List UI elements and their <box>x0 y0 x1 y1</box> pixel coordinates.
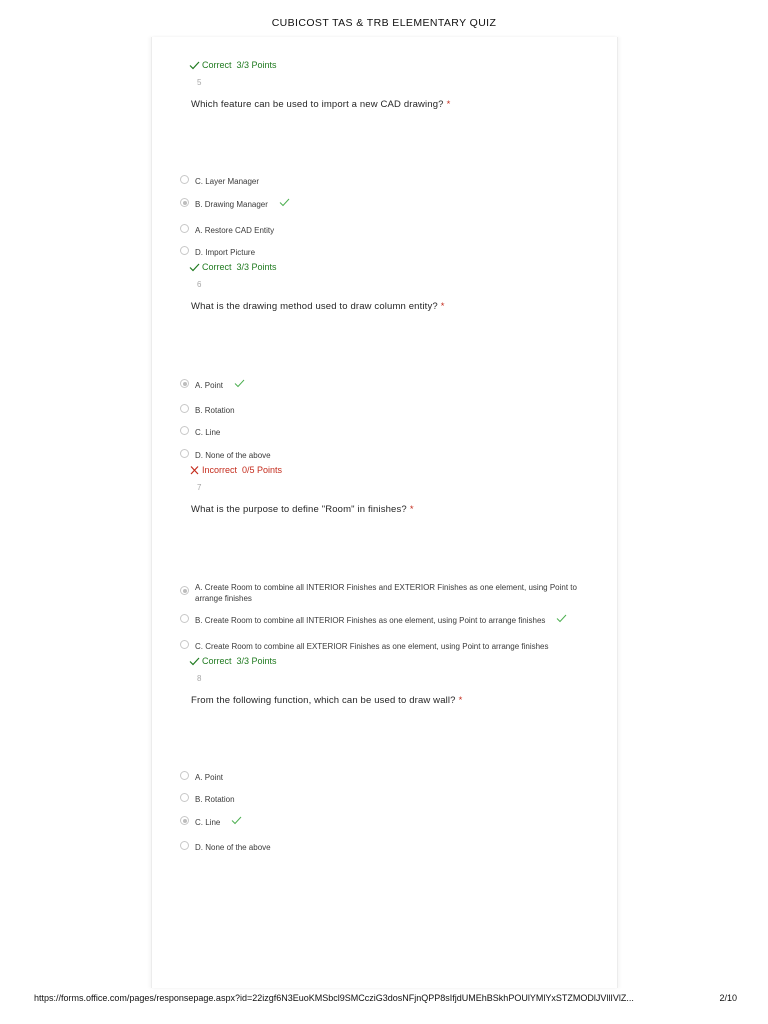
check-icon <box>189 61 200 70</box>
question-text: Which feature can be used to import a new CAD drawing? * <box>191 99 451 110</box>
question-status <box>189 262 277 272</box>
radio-button-selected[interactable] <box>180 586 189 595</box>
question-number: 5 <box>197 78 202 87</box>
question-text: What is the drawing method used to draw column entity? * <box>191 301 445 312</box>
radio-button-selected[interactable] <box>180 198 189 207</box>
check-icon <box>234 379 245 388</box>
option-label: D. Import Picture <box>195 248 256 257</box>
quiz-card <box>151 37 618 988</box>
radio-button-selected[interactable] <box>180 816 189 825</box>
points-label: 3/3 Points <box>236 262 277 272</box>
option-label: C. Line <box>195 818 221 827</box>
footer-url: https://forms.office.com/pages/responsepage.aspx?id=22izgf6N3EuoKMSbcl9SMCcziG3dosNFjnQPP8sIfjdUMEhBSkhPOUlYMlYxSTZMODlJVllIVlZ... <box>34 993 634 1003</box>
radio-button[interactable] <box>180 246 189 255</box>
radio-button[interactable] <box>180 404 189 413</box>
option-label: B. Drawing Manager <box>195 200 268 209</box>
question-number: 8 <box>197 674 202 683</box>
option[interactable] <box>180 199 290 210</box>
radio-button[interactable] <box>180 175 189 184</box>
question-status <box>189 656 277 666</box>
points-label: 3/3 Points <box>236 60 277 70</box>
status-label: Incorrect <box>202 465 238 475</box>
option[interactable] <box>180 405 235 416</box>
option[interactable] <box>180 380 245 391</box>
required-asterisk: * <box>458 695 463 706</box>
required-asterisk: * <box>409 504 414 515</box>
page-header: CUBICOST TAS & TRB ELEMENTARY QUIZ <box>271 17 497 29</box>
option-label: C. Layer Manager <box>195 177 260 186</box>
required-asterisk: * <box>446 99 451 110</box>
radio-button[interactable] <box>180 841 189 850</box>
option-label: B. Rotation <box>195 795 235 804</box>
option[interactable] <box>180 842 271 853</box>
option-label: C. Create Room to combine all EXTERIOR Finishes as one element, using Point to arrange finishes <box>195 642 549 651</box>
option-label: D. None of the above <box>195 843 271 852</box>
option[interactable] <box>180 427 220 438</box>
points-label: 0/5 Points <box>242 465 283 475</box>
option[interactable] <box>180 772 223 783</box>
check-icon <box>189 657 200 666</box>
option-label: A. Point <box>195 381 224 390</box>
page-number: 2/10 <box>719 993 737 1003</box>
option-label: B. Create Room to combine all INTERIOR Finishes as one element, using Point to arrange finishes <box>195 616 546 625</box>
option[interactable] <box>180 817 242 828</box>
option[interactable] <box>180 247 255 258</box>
question-text: From the following function, which can be used to draw wall? * <box>191 695 463 706</box>
check-icon <box>231 816 242 825</box>
question-text: What is the purpose to define "Room" in finishes? * <box>191 504 414 515</box>
option[interactable] <box>180 641 549 652</box>
option-label: A. Restore CAD Entity <box>195 226 275 235</box>
option[interactable] <box>180 615 567 626</box>
radio-button[interactable] <box>180 449 189 458</box>
option-label: A. Create Room to combine all INTERIOR Finishes and EXTERIOR Finishes as one element, using Point to arrange finishes <box>195 583 577 603</box>
radio-button[interactable] <box>180 426 189 435</box>
status-label: Correct <box>202 262 232 272</box>
check-icon <box>189 263 200 272</box>
option-label: B. Rotation <box>195 406 235 415</box>
check-icon <box>556 614 567 623</box>
option[interactable] <box>180 225 274 236</box>
question-status <box>189 60 277 70</box>
radio-button[interactable] <box>180 224 189 233</box>
radio-button[interactable] <box>180 640 189 649</box>
question-number: 7 <box>197 483 202 492</box>
option[interactable] <box>180 450 271 461</box>
question-status <box>189 465 282 475</box>
check-icon <box>279 198 290 207</box>
option[interactable] <box>180 794 235 805</box>
radio-button[interactable] <box>180 793 189 802</box>
option-label: D. None of the above <box>195 451 271 460</box>
option[interactable] <box>180 176 259 187</box>
radio-button[interactable] <box>180 771 189 780</box>
status-label: Correct <box>202 60 232 70</box>
required-asterisk: * <box>440 301 445 312</box>
cross-icon <box>189 466 200 475</box>
status-label: Correct <box>202 656 232 666</box>
option[interactable] <box>180 582 585 604</box>
radio-button-selected[interactable] <box>180 379 189 388</box>
option-label: C. Line <box>195 428 221 437</box>
question-number: 6 <box>197 280 202 289</box>
option-label: A. Point <box>195 773 224 782</box>
points-label: 3/3 Points <box>236 656 277 666</box>
radio-button[interactable] <box>180 614 189 623</box>
